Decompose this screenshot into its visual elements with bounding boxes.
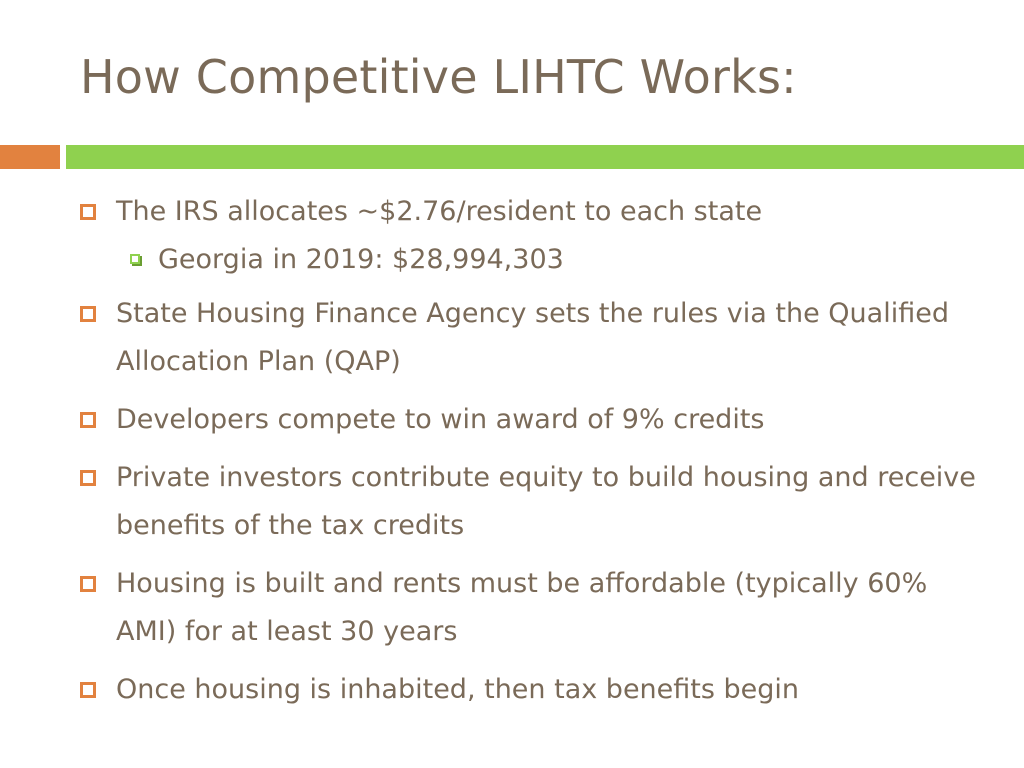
hollow-square-bullet-icon	[80, 576, 96, 592]
bullet-text: Once housing is inhabited, then tax benefits begin	[116, 674, 800, 705]
bullet-list	[80, 188, 980, 724]
sub-bullet-item	[122, 236, 980, 284]
hollow-square-bullet-icon	[80, 204, 96, 220]
bullet-text: State Housing Finance Agency sets the rules via the Qualified Allocation Plan (QAP)	[116, 298, 949, 377]
bullet-text: Private investors contribute equity to build housing and receive benefits of the tax credits	[116, 462, 976, 541]
title-rule-orange	[0, 145, 60, 169]
bullet-item	[80, 188, 980, 236]
hollow-square-bullet-icon	[80, 306, 96, 322]
bullet-item	[80, 560, 980, 656]
bullet-text: Housing is built and rents must be affordable (typically 60% AMI) for at least 30 years	[116, 568, 928, 647]
bullet-item	[80, 290, 980, 386]
bullet-item	[80, 396, 980, 444]
title-rule-green	[66, 145, 1024, 169]
shadowed-square-bullet-icon	[130, 254, 140, 264]
bullet-item	[80, 666, 980, 714]
slide-title: How Competitive LIHTC Works:	[80, 50, 797, 104]
hollow-square-bullet-icon	[80, 470, 96, 486]
sub-bullet-text: Georgia in 2019: $28,994,303	[158, 244, 564, 275]
bullet-text: Developers compete to win award of 9% credits	[116, 404, 765, 435]
hollow-square-bullet-icon	[80, 682, 96, 698]
bullet-item	[80, 454, 980, 550]
bullet-text: The IRS allocates ~$2.76/resident to each state	[116, 196, 763, 227]
hollow-square-bullet-icon	[80, 412, 96, 428]
